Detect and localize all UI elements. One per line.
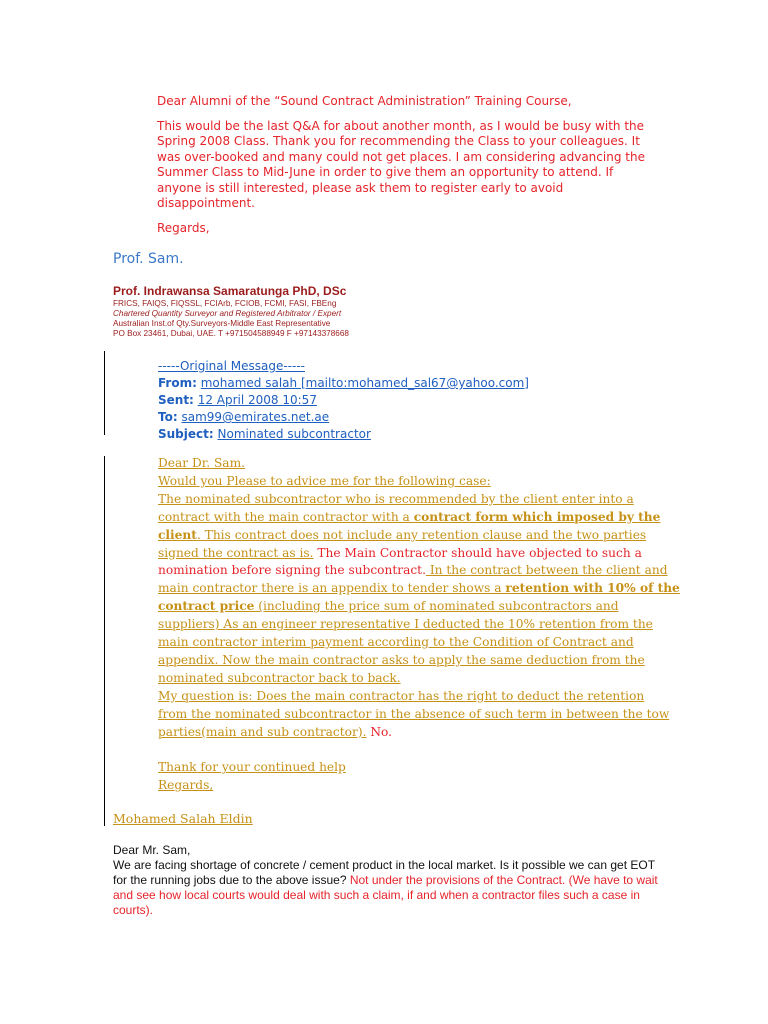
letter-line: suppliers) As an engineer representative I deducted the 10% retention from the <box>158 617 653 632</box>
letter-text: appendix. <box>158 652 219 667</box>
reply-text: nomination before signing the subcontract. <box>158 563 426 578</box>
intro-body: This would be the last Q&A for about another month, as I would be busy with the Spring 2008 Class. Thank you for recommending the Class to your colleagues. It was over-booked and many could not get places. I am considering advancing the Summer Class to Mid-June in order to give them an opportunity to attend. If anyone is still interested, please ask them to register early to avoid disappointment. <box>157 118 645 210</box>
signature-full-name: Prof. Indrawansa Samaratunga PhD, DSc <box>113 284 347 298</box>
letter-line <box>158 509 661 527</box>
letter-line <box>158 724 658 742</box>
question-greeting: Dear Mr. Sam, <box>113 843 191 857</box>
signature-line: FRICS, FAIQS, FIQSSL, FCIArb, FCIOB, FCMI, FASI, FBEng <box>113 299 337 308</box>
letter-line <box>158 688 658 706</box>
reply-text: No. <box>366 724 392 739</box>
quote-bar-header <box>104 351 105 435</box>
signature-line: Chartered Quantity Surveyor and Registered Arbitrator / Expert <box>113 309 342 318</box>
letter-line <box>158 545 658 563</box>
letter-text-bold: retention with 10% of the <box>505 581 680 596</box>
sent-value: 12 April 2008 10:57 <box>197 393 317 407</box>
letter-spacer <box>158 742 658 760</box>
header-to <box>158 409 529 426</box>
to-label: To: <box>158 410 178 424</box>
sent-label: Sent: <box>158 393 194 407</box>
from-label: From: <box>158 376 197 390</box>
letter-line: Dear Dr. Sam. <box>158 456 246 470</box>
letter-text-bold: client <box>158 527 197 542</box>
signature-credentials <box>113 299 349 339</box>
letter-line <box>158 527 658 545</box>
signature-line: Australian Inst.of Qty.Surveyors-Middle East Representative <box>113 319 331 328</box>
letter-text: Now the main contractor asks to apply the same deduction from the <box>218 652 645 667</box>
letter-line: nominated subcontractor back to back. <box>158 670 401 685</box>
letter-text-bold: contract form which imposed by the <box>413 509 661 524</box>
quoted-letter <box>158 455 680 795</box>
letter-line: Regards, <box>158 778 214 793</box>
reply-text: The Main Contractor should have objected to such a <box>313 545 642 560</box>
header-sent <box>158 392 529 409</box>
letter-line: Would you Please to advice me for the following case: <box>158 473 491 488</box>
letter-text-bold: contract price <box>158 599 255 614</box>
letter-text: signed the contract as is. <box>158 545 314 560</box>
letter-line <box>158 598 658 616</box>
subject-label: Subject: <box>158 427 214 441</box>
letter-text: parties(main and sub contractor). <box>158 724 367 739</box>
letter-line: Thank for your continued help <box>158 760 346 775</box>
intro-regards: Regards, <box>157 220 210 235</box>
letter-text: Does the main contractor has the right to deduct the retention <box>252 688 645 703</box>
intro-greeting: Dear Alumni of the “Sound Contract Administration” Training Course, <box>157 94 572 108</box>
intro-message <box>157 94 657 245</box>
letter-text: My question is: <box>158 688 253 703</box>
letter-text: In the contract between the client and <box>425 563 668 578</box>
letter-line: The nominated subcontractor who is recommended by the client enter into a <box>158 491 634 506</box>
letter-sender: Mohamed Salah Eldin <box>113 811 253 826</box>
letter-line <box>158 652 658 670</box>
signature-line: PO Box 23461, Dubai, UAE. T +971504588949 F +97143378668 <box>113 329 349 338</box>
original-message-header <box>158 358 529 443</box>
from-link[interactable]: mohamed salah [mailto:mohamed_sal67@yahoo.com] <box>200 376 529 390</box>
subject-value: Nominated subcontractor <box>217 427 371 441</box>
question-body <box>113 858 658 918</box>
letter-text: contract with the main contractor with a <box>158 509 414 524</box>
original-message-divider: -----Original Message----- <box>158 359 305 373</box>
to-link[interactable]: sam99@emirates.net.ae <box>181 410 330 424</box>
letter-text: (including the price sum of nominated subcontractors and <box>254 599 619 614</box>
signature-short-name: Prof. Sam. <box>113 251 184 267</box>
header-from <box>158 375 529 392</box>
letter-line <box>158 580 680 598</box>
letter-line: from the nominated subcontractor in the absence of such term in between the tow <box>158 706 670 721</box>
quote-bar-letter <box>104 456 105 826</box>
question-text: We are facing shortage of concrete / cement product in the local market. Is it possible we can get EOT for the running jobs due to the above issue? <box>113 858 655 887</box>
letter-text: main contractor there is an appendix to tender shows a <box>158 581 506 596</box>
letter-line <box>158 562 668 580</box>
header-subject <box>158 426 529 443</box>
letter-line: main contractor interim payment according to the Condition of Contract and <box>158 635 634 650</box>
second-question <box>113 843 658 918</box>
answer-text: Not under the provisions of the Contract. (We have to wait and see how local courts would deal with such a claim, if and when a contractor files such a case in courts). <box>113 873 658 917</box>
letter-text: . This contract does not include any retention clause and the two parties <box>196 527 647 542</box>
